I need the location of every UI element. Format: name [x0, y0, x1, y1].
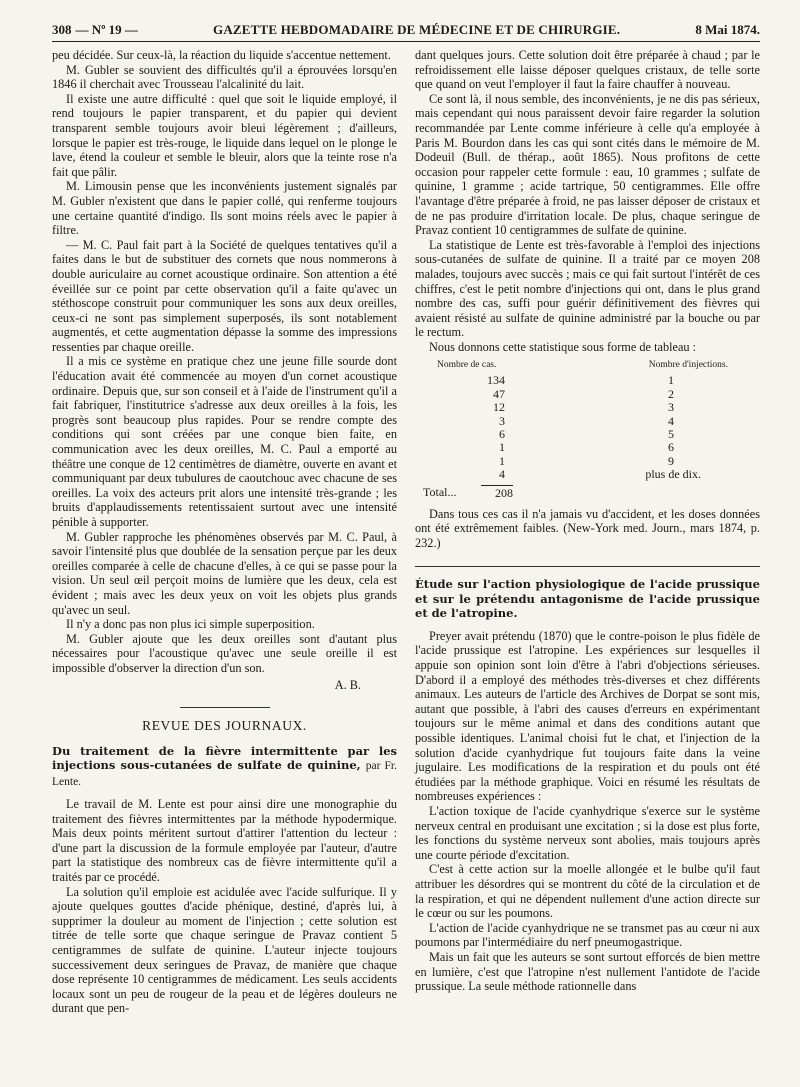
cell-injections: 4: [668, 413, 674, 428]
paragraph: — M. C. Paul fait part à la Société de quelques tentatives qu'il a faites dans le but de substituer des cornets que nous nommerons à double auriculaire au cornet acoustique ordinaire. Son attention a été éveillée sur ce point par cette observation qu'il a faite qu'avec un stéthoscope construit pour communiquer les sons aux deux oreilles, ceux-ci ne sont pas simplement superposés, ils sont notablement augmentés, et cette augmentation dépasse la somme des impressions ressenties par chaque oreille.: [52, 237, 397, 354]
cell-cases: 47: [493, 386, 505, 401]
paragraph: La solution qu'il emploie est acidulée avec l'acide sulfurique. Il y ajoute quelques gouttes d'acide phénique, destiné, d'après lui, à supprimer la douleur au moment de l'injection ; cette solution est titrée de telle sorte que chaque seringue de Pravaz contient 5 centigrammes de sulfate de quinine. L'auteur injecte toujours successivement deux seringues de Pravaz, de manière que chaque dose représente 10 centigrammes de médicament. Les seuls accidents locaux sont un peu de rougeur de la peau et de légères douleurs ne durant que pen-: [52, 884, 397, 1016]
paragraph: Mais un fait que les auteurs se sont surtout efforcés de bien mettre en lumière, c'est que l'atropine n'est nullement l'antidote de l'acide prussique. La seule méthode rationnelle dans: [415, 949, 760, 994]
paragraph: Il existe une autre difficulté : quel que soit le liquide employé, il rend toujours le papier transparent, et du papier qui devient transparent semble toujours avoir bleui légèrement ; d'ailleurs, lorsque le papier est très-rouge, le liquide dans lequel on le plonge le lave, étend la couleur et semble le bleuir, alors que la teinte rose n'a fait que pâlir.: [52, 91, 397, 179]
total-label: Total...: [423, 484, 457, 499]
paragraph: M. Gubler se souvient des difficultés qu'il a éprouvées lorsqu'en 1846 il cherchait avec Trousseau l'alcalinité du lait.: [52, 62, 397, 92]
divider: [415, 566, 760, 567]
section-title: REVUE DES JOURNAUX.: [142, 717, 307, 733]
statistics-table: [415, 360, 760, 500]
paragraph: M. Gubler ajoute que les deux oreilles sont d'autant plus nécessaires pour l'acoustique qu'avec une seule oreille il est impossible d'observer la direction d'un son.: [52, 631, 397, 675]
cell-cases: 1: [499, 440, 505, 455]
right-column: [415, 48, 760, 1016]
running-header: [52, 22, 760, 42]
paragraph: Nous donnons cette statistique sous forme de tableau :: [429, 339, 697, 354]
column-header-cases: Nombre de cas.: [437, 360, 497, 371]
paragraph: Ce sont là, il nous semble, des inconvénients, je ne dis pas sérieux, mais cependant qui nous paraissent devoir faire regarder la solution recommandée par Lente comme inférieure à celle qu'a employée à Paris M. Bourdon dans les cas qui sont cités dans le mémoire de M. Dodeuil (Bull. de thérap., août 1865). Nous profitons de cette occasion pour rappeler cette formule : eau, 10 grammes ; sulfate de quinine, 1 gramme ; acide tartrique, 50 centigrammes. Elle offre l'avantage d'être préparée à froid, ne pas laisser déposer de cristaux et de ne pas produire d'irritation locale. De plus, chaque seringue de Pravaz contient 10 centigrammes de sulfate de quinine.: [415, 91, 760, 238]
paragraph: L'action toxique de l'acide cyanhydrique s'exerce sur le système nerveux central en produisant une excitation ; si la dose est plus forte, les fonctions du système nerveux sont abolies, mais toujours après une courte période d'excitation.: [415, 804, 760, 862]
divider: [180, 707, 270, 708]
cell-cases: 6: [499, 427, 505, 442]
paragraph: Preyer avait prétendu (1870) que le contre-poison le plus fidèle de l'acide prussique est l'atropine. Les expériences sur lesquelles il appuie son opinion sont loin d'être à l'abri d'objections sérieuses. D'abord il a employé des méthodes très-diverses et chez différents animaux. Les auteurs de l'article des Archives de Dorpat se sont mis, autant que possible, à l'abri des causes d'erreurs en expérimentant toujours sur le même animal et dans des conditions autant que possible identiques. L'animal choisi fut le chat, et l'injection de la solution d'acide cyanhydrique fut toujours faite dans la veine jugulaire. Les modifications de la respiration et du pouls ont été étudiées par la méthode graphique. Voici en résumé les résultats de nombreuses expériences :: [415, 628, 760, 804]
cell-cases: 12: [493, 400, 505, 415]
cell-cases: 4: [499, 467, 505, 482]
cell-injections: 5: [668, 427, 674, 442]
paragraph: Il n'y a donc pas non plus ici simple superposition.: [66, 617, 315, 632]
article-author: par Fr. Lente.: [52, 760, 397, 788]
cell-injections: 3: [668, 400, 674, 415]
paragraph: L'action de l'acide cyanhydrique ne se transmet pas au cœur ni aux poumons par l'intermédiaire du nerf pneumogastrique.: [415, 920, 760, 950]
paragraph: Dans tous ces cas il n'a jamais vu d'accident, et les doses données ont été extrêmement faibles. (New-York med. Journ., mars 1874, p. 232.): [415, 506, 760, 550]
paragraph: Il a mis ce système en pratique chez une jeune fille sourde dont l'éducation avait été commencée au moyen d'un cornet acoustique ordinaire. Depuis que, sur son conseil et à l'aide de l'instrument qu'il a fait fabriquer, l'institutrice s'adresse aux deux oreilles à la fois, les progrès sont beaucoup plus rapides. Pour se rendre compte des conditions qui sont créées par une conque bien faite, en communication avec les deux oreilles, M. C. Paul a emporté au théâtre une conque de 12 centimètres de diamètre, ouverte en avant et communiquant par deux tubulures de caoutchouc avec chacune de ses oreilles. La voix des acteurs prit alors une intensité très-grande ; les bruits d'applaudissements retentissaient surtout avec une intensité pénible à supporter.: [52, 354, 397, 529]
article-title: [52, 744, 397, 790]
paragraph: Le travail de M. Lente est pour ainsi dire une monographie du traitement des fièvres intermittentes par la méthode hypodermique. Mais deux points méritent surtout d'attirer l'attention du lecteur : d'une part la discussion de la formule employée par l'auteur, d'autre part la statistique des nombreux cas de fièvre intermittente qu'il a traités par ce procédé.: [52, 797, 397, 884]
article-title: Étude sur l'action physiologique de l'acide prussique et sur le prétendu antagonisme de l'acide prussique et de l'atropine.: [415, 577, 760, 621]
cell-cases: 3: [499, 413, 505, 428]
table-row: [415, 388, 760, 401]
paragraph: La statistique de Lente est très-favorable à l'emploi des injections sous-cutanées de sulfate de quinine. Il a traité par ce moyen 208 malades, toujours avec succès ; mais ce qui fait surtout l'intérêt de ces chiffres, c'est le petit nombre d'injections qui ont, dans le plus grand nombre des cas, suffi pour guérir définitivement des fièvres qui avaient résisté au sulfate de quinine administré par la bouche ou par le rectum.: [415, 237, 760, 340]
article-title-text: Du traitement de la fièvre intermittente par les injections sous-cutanées de sulfate de quinine,: [52, 743, 397, 773]
table-row: [415, 415, 760, 428]
paragraph: C'est à cette action sur la moelle allongée et le bulbe qu'il faut attribuer les désordres qui se montrent du côté de la circulation et de la respiration, et qui ne dépendent nullement d'une action directe sur le cœur ou sur les poumons.: [415, 862, 760, 921]
table-row: [415, 468, 760, 481]
two-column-body: [52, 48, 760, 1016]
table-row: [415, 374, 760, 387]
column-header-injections: Nombre d'injections.: [648, 360, 728, 371]
paragraph: dant quelques jours. Cette solution doit être préparée à chaud ; par le refroidissement elle laisse déposer quelques cristaux, de telle sorte que quand on veut l'employer il faut la faire chauffer à nouveau.: [415, 48, 760, 92]
paragraph: peu décidée. Sur ceux-là, la réaction du liquide s'accentue nettement.: [52, 48, 391, 62]
table-row: [415, 455, 760, 468]
cell-cases: 134: [487, 373, 505, 388]
cell-injections: 9: [668, 453, 674, 468]
table-row: [415, 441, 760, 454]
page-number: 308: [52, 22, 72, 37]
journal-title: GAZETTE HEBDOMADAIRE DE MÉDECINE ET DE CHIRURGIE.: [213, 22, 621, 37]
signature: A. B.: [334, 677, 361, 692]
cell-injections: 1: [668, 373, 674, 388]
total-value: 208: [481, 485, 513, 501]
cell-injections: 2: [668, 386, 674, 401]
table-row: [415, 401, 760, 414]
paragraph: M. Gubler rapproche les phénomènes observés par M. C. Paul, à savoir l'intensité plus que doublée de la sensation perçue par les deux oreilles comparée à celle de chacune d'elles, à ce qui se passe pour la vision. Un seul œil perçoit moins de lumière que les deux, cela est évident ; mais avec les deux yeux on voit les objets plus grands qu'avec un seul.: [52, 529, 397, 617]
table-row: [415, 428, 760, 441]
cell-cases: 1: [499, 453, 505, 468]
left-column: [52, 48, 397, 1016]
table-header: [415, 360, 760, 374]
issue-number: — Nº 19 —: [75, 22, 138, 37]
cell-injections: plus de dix.: [645, 467, 701, 482]
cell-injections: 6: [668, 440, 674, 455]
issue-date: 8 Mai 1874.: [695, 22, 760, 37]
table-total-row: [415, 485, 760, 501]
paragraph: M. Limousin pense que les inconvénients justement signalés par M. Gubler n'existent que dans le papier collé, qui renferme toujours une certaine quantité d'indigo. Ils sont moins réels avec le papier à filtre.: [52, 179, 397, 238]
